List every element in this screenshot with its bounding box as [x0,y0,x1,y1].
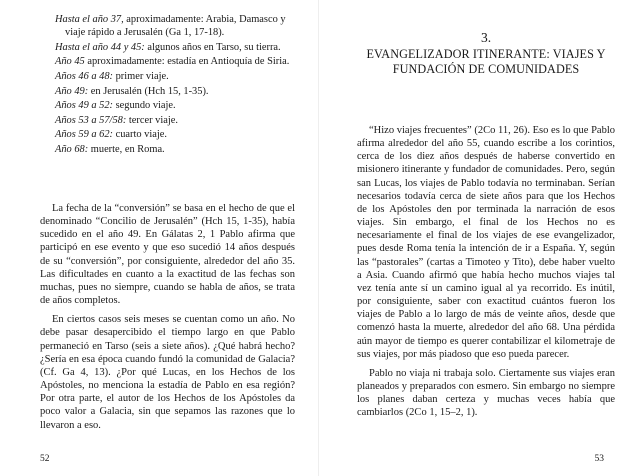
chronology-text: tercer viaje. [126,114,178,126]
chronology-date: Hasta el año 44 y 45: [55,41,145,53]
left-body-text [40,202,295,438]
chronology-date: Hasta el año 37, [55,14,124,25]
chronology-date: Año 45 [55,56,85,68]
chronology-date: Años 59 a 62: [55,129,114,141]
chronology-list [55,13,295,158]
chronology-entry [55,114,295,127]
chronology-text: algunos años en Tarso, su tierra. [144,41,281,53]
chronology-text: segundo viaje. [113,100,176,112]
chronology-entry [55,70,295,83]
page-number: 52 [40,454,50,464]
paragraph: En ciertos casos seis meses se cuentan como un año. No debe pasar desapercibido el tiempo largo en que Pablo permaneció en Tarso (seis a siete años). ¿Qué habrá hecho? ¿Sería en esa época cuando fundó la comunidad de Galacia? (Cf. Ga 4, 13). ¿Por qué Lucas, en los Hechos de los Apóstoles, no menciona la estadía de Pablo en esa región? Por otra parte, el autor de los Hechos de los Apóstoles da poco valor a Galacia, sin que sepamos las razones que lo llevaron a eso. [40,314,295,431]
chronology-date: Años 46 a 48: [55,70,114,82]
chapter-heading [357,30,615,77]
chapter-title-line: FUNDACIÓN DE COMUNIDADES [392,62,580,76]
chronology-date: Años 53 a 57/58: [55,114,127,126]
chronology-entry [55,13,295,39]
right-body-text [357,124,615,425]
chronology-text: en Jerusalén (Hch 15, 1-35). [88,85,209,97]
paragraph: “Hizo viajes frecuentes” (2Co 11, 26). Eso es lo que Pablo afirma alrededor del año 55, cuando escribe a los corintios, cerca de los diez años después de haberse convertido en misionero itinerante y fundador de comunidades. Pero, según san Lucas, los viajes de Pablo todavía no terminaban. Serían necesarios todavía cerca de siete años para que los Hechos de los Apóstoles den por terminada la narración de esos viajes. Sin embargo, el final de los Hechos no es necesariamente el final de los viajes de ese evangelizador, pues desde Roma tenía la intención de ir a España. Y, según las “pastorales” (cartas a Timoteo y Tito), debe haber vuelto a Asia. Cuando afirmó que había hecho muchos viajes tal vez tenía ante sí un camino igual al ya recorrido. Es inútil, por consiguiente, saber con exactitud cuántos fueron los viajes de Pablo a lo largo de más de veinte años, desde que comenzó hasta la muerte, alrededor del año 68. Una pérdida aún mayor de tiempo es querer contabilizar el kilometraje de sus viajes, por más piadoso que eso pueda parecer. [357,125,615,360]
chronology-entry [55,41,295,54]
chronology-entry [55,143,295,156]
chronology-date: Año 68: [55,143,89,155]
chapter-title-line: EVANGELIZADOR ITINERANTE: VIAJES Y [366,47,606,61]
chronology-text: primer viaje. [113,70,169,82]
chronology-entry [55,99,295,112]
chronology-date: Años 49 a 52: [55,100,114,112]
chronology-entry [55,128,295,141]
chronology-entry [55,55,295,68]
chronology-entry [55,85,295,98]
chapter-number: 3. [480,30,492,45]
chronology-text: cuarto viaje. [113,129,167,141]
paragraph: Pablo no viaja ni trabaja solo. Ciertamente sus viajes eran planeados y preparados con esmero. Sin embargo no siempre los planes daban certeza y muchas veces había que cambiarlos (2Co 1, 15–2, 1). [357,367,615,419]
chronology-date: Año 49: [55,85,89,97]
chronology-text: muerte, en Roma. [88,143,165,155]
chronology-text: aproximadamente: estadía en Antioquía de Siria. [84,56,290,68]
right-page [319,0,638,476]
chronology-text: aproximadamente: Arabia, Damasco y viaje rápido a Jerusalén (Ga 1, 17-18). [65,14,286,39]
page-number: 53 [594,454,604,464]
paragraph: La fecha de la “conversión” se basa en el hecho de que el denominado “Concilio de Jerusalén” (Hch 15, 1-35), había sucedido en el año 49. En Gálatas 2, 1 Pablo afirma que participó en ese evento y que eso sucedió 14 años después de su “conversión”, por consiguiente, alrededor del año 35. Las dificultades en cuanto a la exactitud de las fechas son muchas, pues no siempre, cuando se habla de años, se trata de años completos. [40,203,295,307]
